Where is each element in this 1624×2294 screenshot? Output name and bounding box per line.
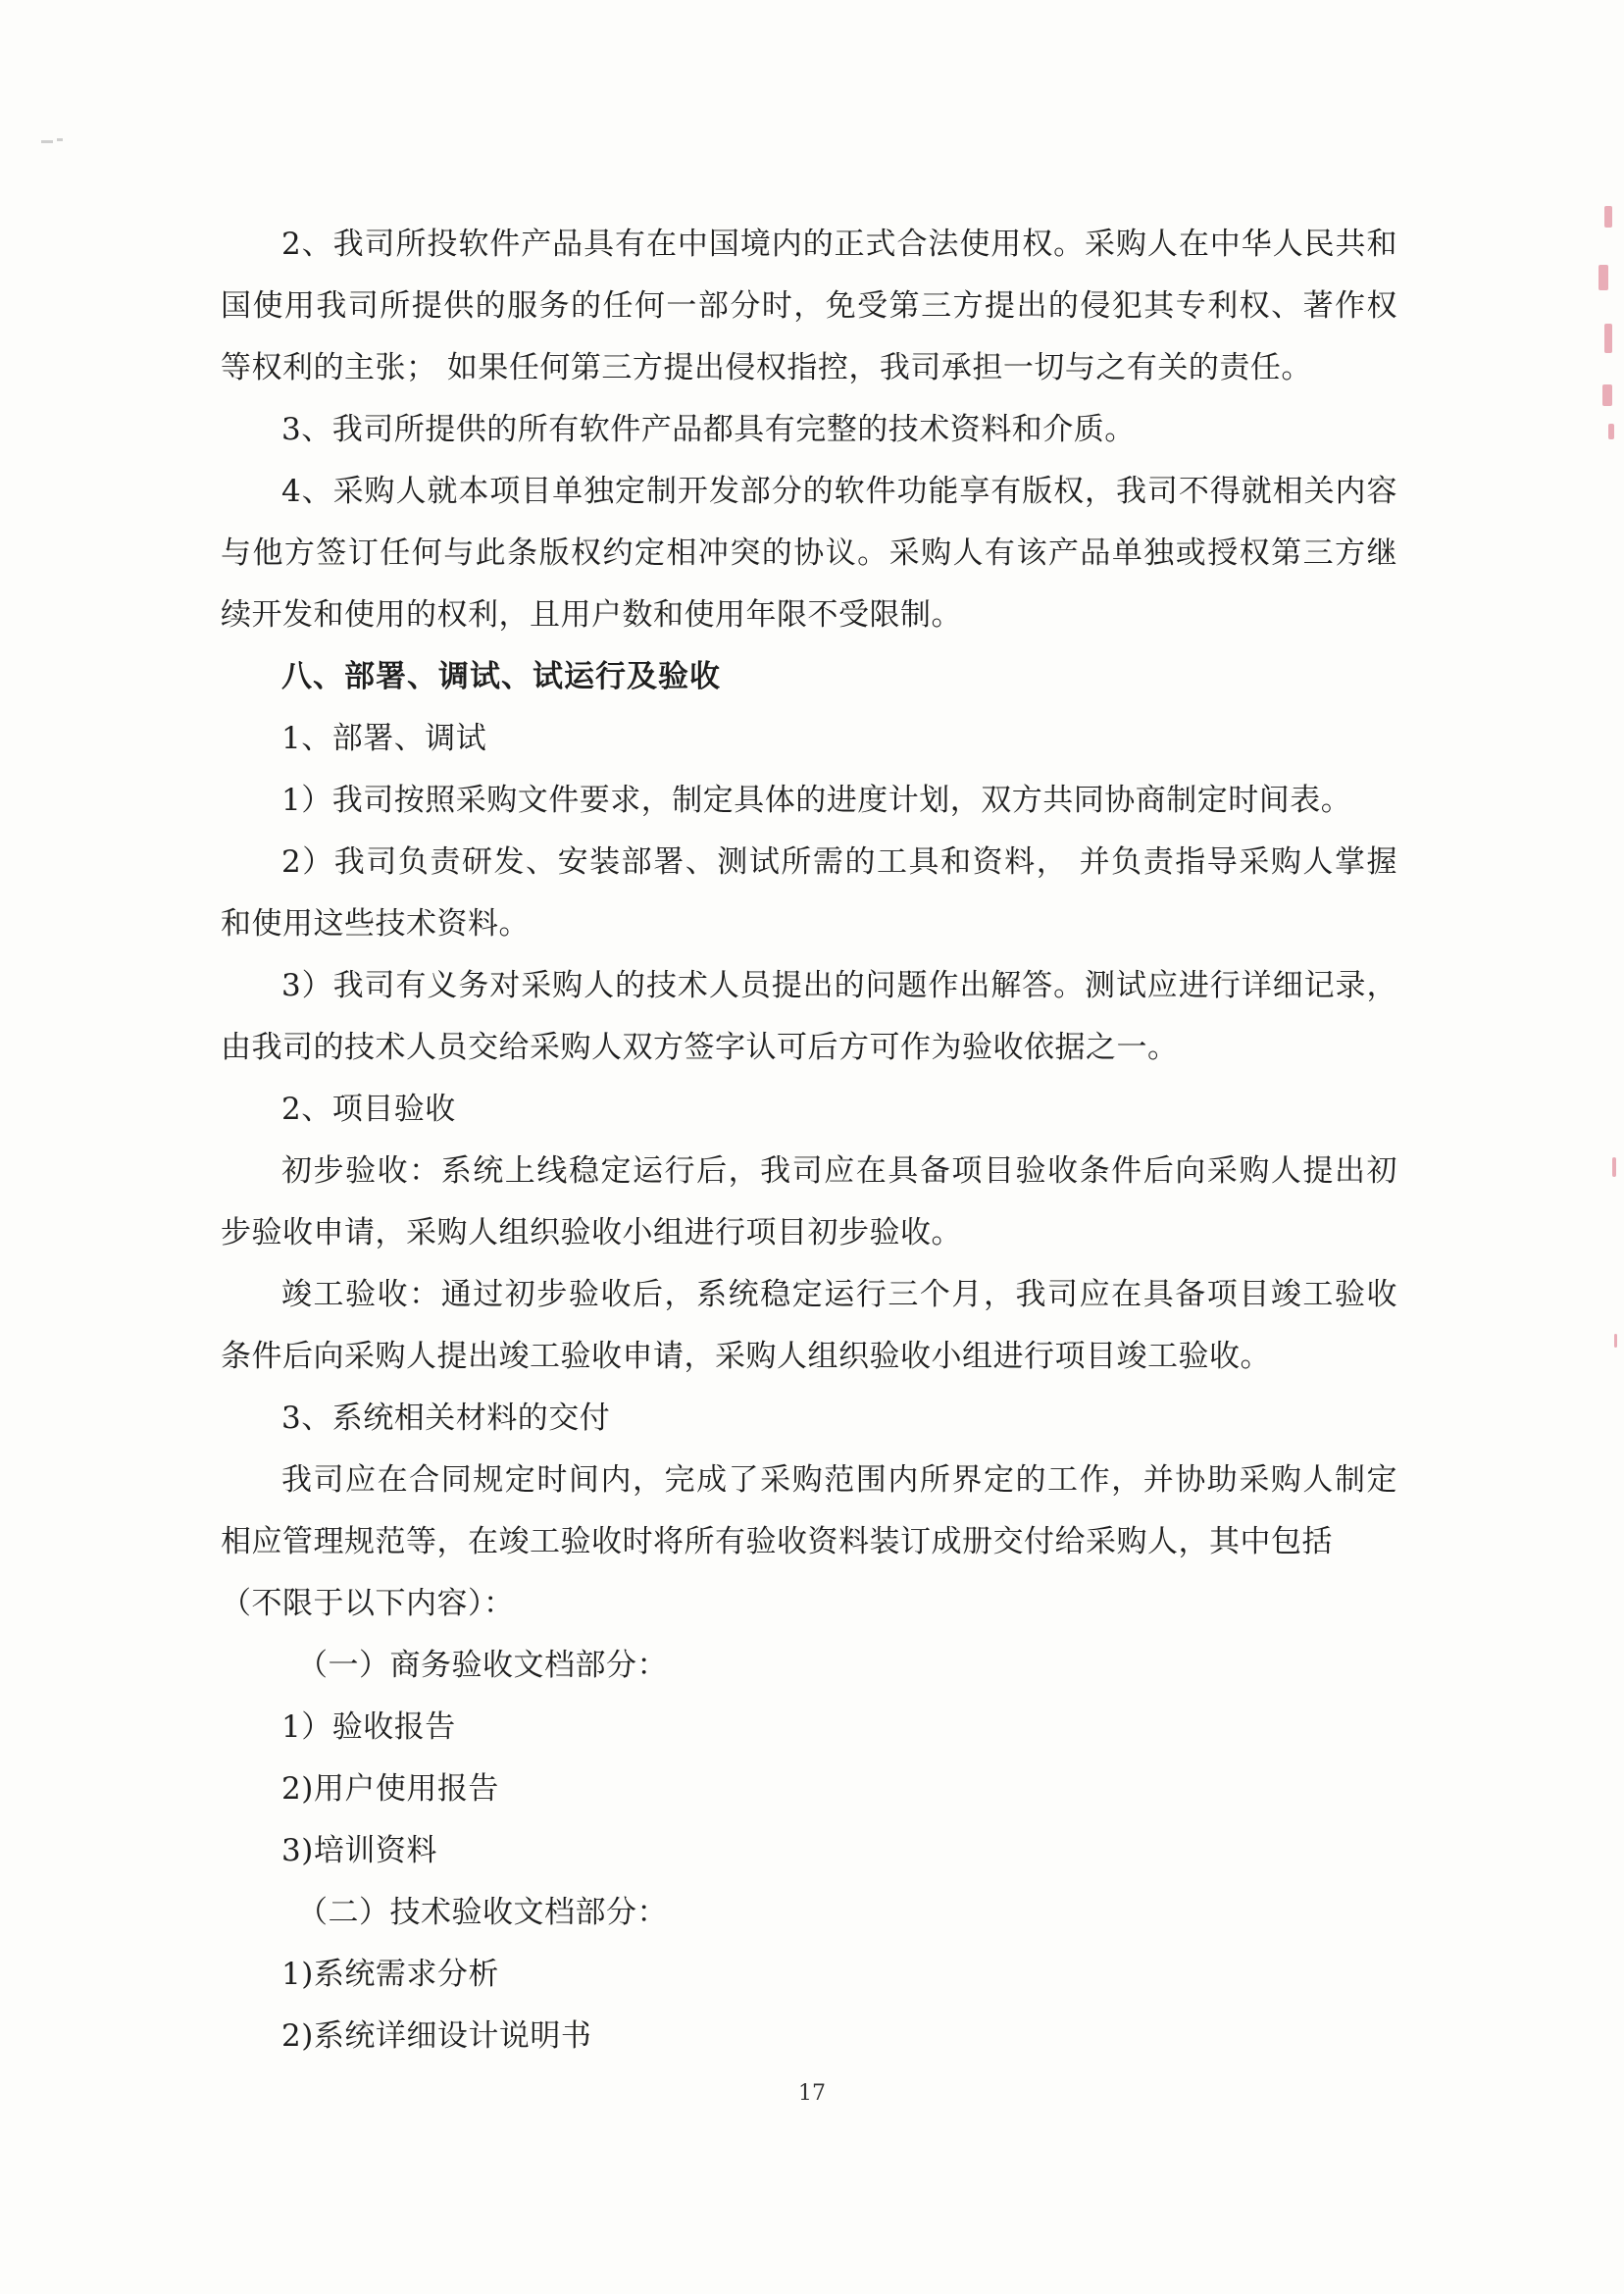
text-line: 初步验收：系统上线稳定运行后，我司应在具备项目验收条件后向采购人提出初 — [281, 1153, 1397, 1189]
text-line: （不限于以下内容）： — [221, 1586, 515, 1621]
text-line: 续开发和使用的权利，且用户数和使用年限不受限制。 — [221, 597, 962, 633]
text-line: 2、项目验收 — [281, 1092, 456, 1127]
text-line: （二）技术验收文档部分： — [297, 1895, 668, 1930]
text-line: 由我司的技术人员交给采购人双方签字认可后方可作为验收依据之一。 — [221, 1030, 1179, 1065]
section-heading: 八、部署、调试、试运行及验收 — [281, 659, 721, 694]
text-line: 2、我司所投软件产品具有在中国境内的正式合法使用权。采购人在中华人民共和 — [281, 227, 1397, 262]
text-line: 1）验收报告 — [281, 1709, 456, 1745]
scan-mark — [1604, 206, 1612, 228]
text-line: 1、部署、调试 — [281, 721, 487, 756]
text-line: 与他方签订任何与此条版权约定相冲突的协议。采购人有该产品单独或授权第三方继 — [221, 535, 1397, 571]
scan-speck — [41, 140, 53, 143]
text-line: 1)系统需求分析 — [281, 1957, 499, 1992]
scan-mark — [1599, 265, 1608, 290]
text-line: 3）我司有义务对采购人的技术人员提出的问题作出解答。测试应进行详细记录， — [281, 968, 1397, 1003]
text-line: 条件后向采购人提出竣工验收申请，采购人组织验收小组进行项目竣工验收。 — [221, 1339, 1271, 1374]
text-line: 我司应在合同规定时间内，完成了采购范围内所界定的工作，并协助采购人制定 — [281, 1462, 1397, 1498]
text-line: 步验收申请，采购人组织验收小组进行项目初步验收。 — [221, 1215, 962, 1250]
scan-mark — [1602, 384, 1612, 406]
text-line: 2）我司负责研发、安装部署、测试所需的工具和资料， 并负责指导采购人掌握 — [281, 844, 1397, 880]
document-body — [221, 214, 1397, 2067]
scan-mark — [1608, 424, 1614, 439]
text-line: 竣工验收：通过初步验收后，系统稳定运行三个月，我司应在具备项目竣工验收 — [281, 1277, 1397, 1312]
text-line: 2)系统详细设计说明书 — [281, 2018, 592, 2054]
text-line: 国使用我司所提供的服务的任何一部分时，免受第三方提出的侵犯其专利权、著作权 — [221, 288, 1397, 324]
text-line: （一）商务验收文档部分： — [297, 1648, 668, 1683]
text-line: 和使用这些技术资料。 — [221, 906, 530, 942]
text-line: 4、采购人就本项目单独定制开发部分的软件功能享有版权，我司不得就相关内容 — [281, 474, 1397, 509]
scan-speck — [57, 138, 63, 141]
page-number: 17 — [798, 2081, 826, 2106]
text-line: 3、系统相关材料的交付 — [281, 1401, 611, 1436]
text-line: 3、我司所提供的所有软件产品都具有完整的技术资料和介质。 — [281, 412, 1136, 447]
scan-mark — [1614, 1334, 1617, 1348]
text-line: 3)培训资料 — [281, 1833, 437, 1868]
text-line: 2)用户使用报告 — [281, 1771, 499, 1807]
scan-mark — [1604, 324, 1612, 353]
text-line: 等权利的主张； 如果任何第三方提出侵权指控，我司承担一切与之有关的责任。 — [221, 350, 1312, 385]
scan-mark — [1612, 1157, 1616, 1177]
text-line: 相应管理规范等，在竣工验收时将所有验收资料装订成册交付给采购人，其中包括 — [221, 1524, 1333, 1559]
text-line: 1）我司按照采购文件要求，制定具体的进度计划，双方共同协商制定时间表。 — [281, 783, 1352, 818]
